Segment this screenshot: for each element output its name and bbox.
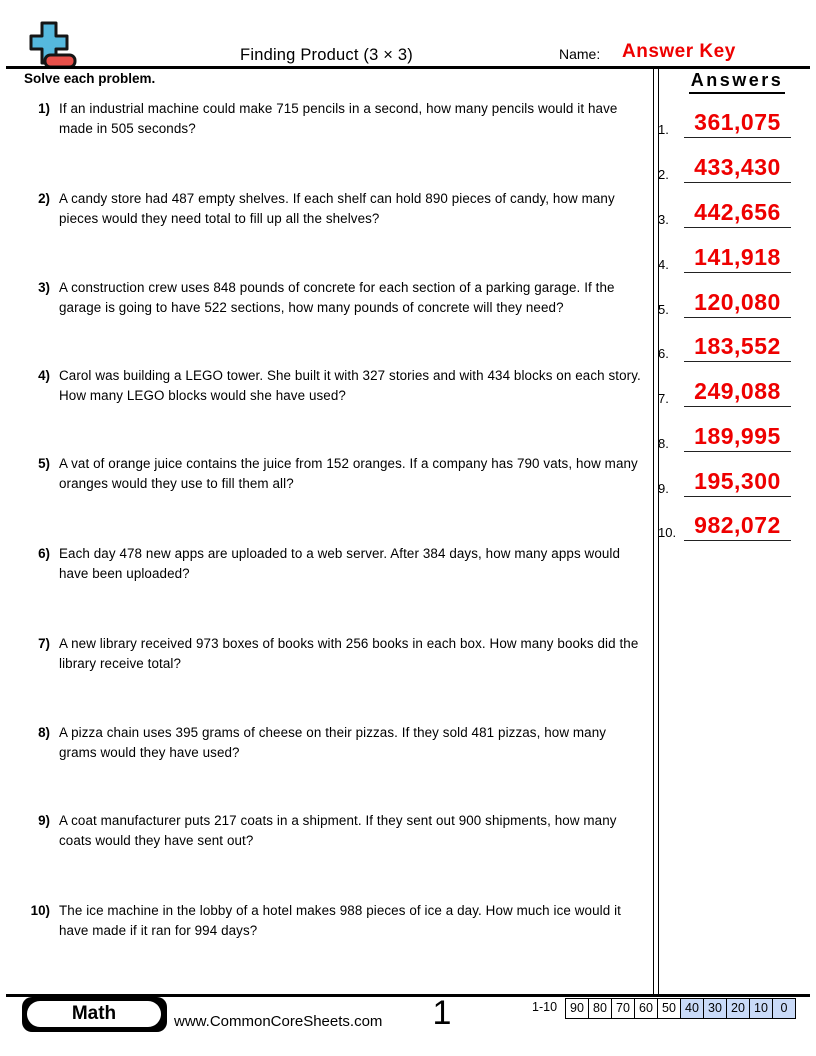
answer-blank-line — [684, 451, 791, 452]
problem-2 — [24, 189, 645, 228]
problem-text: A vat of orange juice contains the juice from 152 oranges. If a company has 790 vats, how many oranges would they use to fill them all? — [59, 456, 638, 491]
problem-10 — [24, 901, 645, 940]
answer-row-8 — [657, 424, 797, 452]
answer-value: 442,656 — [694, 199, 781, 225]
answer-blank-line — [684, 496, 791, 497]
answer-value: 120,080 — [694, 289, 781, 315]
answer-number: 10. — [658, 525, 677, 540]
answer-blank-line — [684, 137, 791, 138]
problem-number: 7) — [38, 636, 50, 651]
score-cell: 30 — [703, 999, 726, 1018]
score-range-label: 1-10 — [532, 1000, 558, 1014]
problem-9 — [24, 811, 645, 850]
score-cell: 90 — [570, 1001, 584, 1015]
name-value-answer-key: Answer Key — [622, 41, 736, 62]
answer-number: 7. — [658, 391, 669, 406]
problem-text: A candy store had 487 empty shelves. If each shelf can hold 890 pieces of candy, how many pieces would they need total to fill up all the shelves? — [59, 191, 615, 226]
problem-text: The ice machine in the lobby of a hotel makes 988 pieces of ice a day. How much ice would it have made if it ran for 994 days? — [59, 903, 621, 938]
answer-row-3 — [657, 200, 797, 228]
instruction-text: Solve each problem. — [24, 71, 156, 86]
answer-row-2 — [657, 155, 797, 183]
worksheet-title: Finding Product (3 × 3) — [240, 46, 413, 64]
answer-blank-line — [684, 227, 791, 228]
page-number: 1 — [432, 994, 452, 1032]
score-table — [565, 998, 796, 1019]
answer-value: 982,072 — [694, 512, 781, 538]
answer-value: 195,300 — [694, 468, 781, 494]
answers-heading — [657, 70, 816, 94]
problem-3 — [24, 278, 645, 317]
header-divider — [6, 66, 810, 69]
problem-7 — [24, 634, 645, 673]
answer-row-5 — [657, 290, 797, 318]
problem-text: A pizza chain uses 395 grams of cheese on their pizzas. If they sold 481 pizzas, how many grams would they have used? — [59, 725, 607, 760]
answer-row-6 — [657, 334, 797, 362]
score-cell: 50 — [657, 999, 680, 1018]
score-cell: 70 — [611, 999, 634, 1018]
answer-value: 189,995 — [694, 423, 781, 449]
answer-blank-line — [684, 272, 791, 273]
subject-badge — [22, 997, 167, 1032]
answer-value: 141,918 — [694, 244, 781, 270]
answer-number: 5. — [658, 302, 669, 317]
problem-text: Each day 478 new apps are uploaded to a web server. After 384 days, how many apps would have been uploaded? — [59, 546, 621, 581]
answer-blank-line — [684, 361, 791, 362]
score-cell: 60 — [634, 999, 657, 1018]
answer-blank-line — [684, 406, 791, 407]
problem-6 — [24, 544, 645, 583]
score-cell: 10 — [749, 999, 772, 1018]
problem-number: 6) — [38, 546, 50, 561]
answer-row-4 — [657, 245, 797, 273]
answer-blank-line — [684, 540, 791, 541]
answer-value: 361,075 — [694, 109, 781, 135]
problem-number: 4) — [38, 368, 50, 383]
answer-number: 1. — [658, 122, 669, 137]
problem-1 — [24, 99, 645, 138]
answer-row-10 — [657, 513, 797, 541]
answer-row-1 — [657, 110, 797, 138]
score-cell: 20 — [726, 999, 749, 1018]
answer-blank-line — [684, 182, 791, 183]
problem-number: 8) — [38, 725, 50, 740]
answer-blank-line — [684, 317, 791, 318]
problem-text: A construction crew uses 848 pounds of concrete for each section of a parking garage. If the garage is going to have 522 sections, how many pounds of concrete will they need? — [59, 280, 615, 315]
problem-8 — [24, 723, 645, 762]
answer-value: 183,552 — [694, 333, 781, 359]
answers-heading-text: Answers — [689, 70, 786, 94]
subject-badge-label: Math — [27, 1001, 161, 1027]
problem-number: 3) — [38, 280, 50, 295]
answer-row-7 — [657, 379, 797, 407]
score-cell: 40 — [680, 999, 703, 1018]
score-cell: 80 — [588, 999, 611, 1018]
answer-number: 3. — [658, 212, 669, 227]
problem-5 — [24, 454, 645, 493]
name-label: Name: — [559, 46, 601, 62]
answer-number: 8. — [658, 436, 669, 451]
answer-number: 9. — [658, 481, 669, 496]
answer-number: 4. — [658, 257, 669, 272]
answer-value: 249,088 — [694, 378, 781, 404]
problem-text: Carol was building a LEGO tower. She built it with 327 stories and with 434 blocks on each story. How many LEGO blocks would she have used? — [59, 368, 641, 403]
problem-number: 9) — [38, 813, 50, 828]
problem-text: A new library received 973 boxes of books with 256 books in each box. How many books did the library receive total? — [59, 636, 639, 671]
problem-text: A coat manufacturer puts 217 coats in a shipment. If they sent out 900 shipments, how many coats would they have sent out? — [59, 813, 617, 848]
answer-number: 6. — [658, 346, 669, 361]
answer-row-9 — [657, 469, 797, 497]
problem-number: 1) — [38, 101, 50, 116]
problem-number: 5) — [38, 456, 50, 471]
problem-4 — [24, 366, 645, 405]
problem-text: If an industrial machine could make 715 pencils in a second, how many pencils would it have made in 505 seconds? — [59, 101, 618, 136]
problem-number: 10) — [30, 903, 50, 918]
score-cell: 0 — [772, 999, 795, 1018]
website-url: www.CommonCoreSheets.com — [174, 1013, 383, 1030]
answer-value: 433,430 — [694, 154, 781, 180]
problem-number: 2) — [38, 191, 50, 206]
answer-number: 2. — [658, 167, 669, 182]
